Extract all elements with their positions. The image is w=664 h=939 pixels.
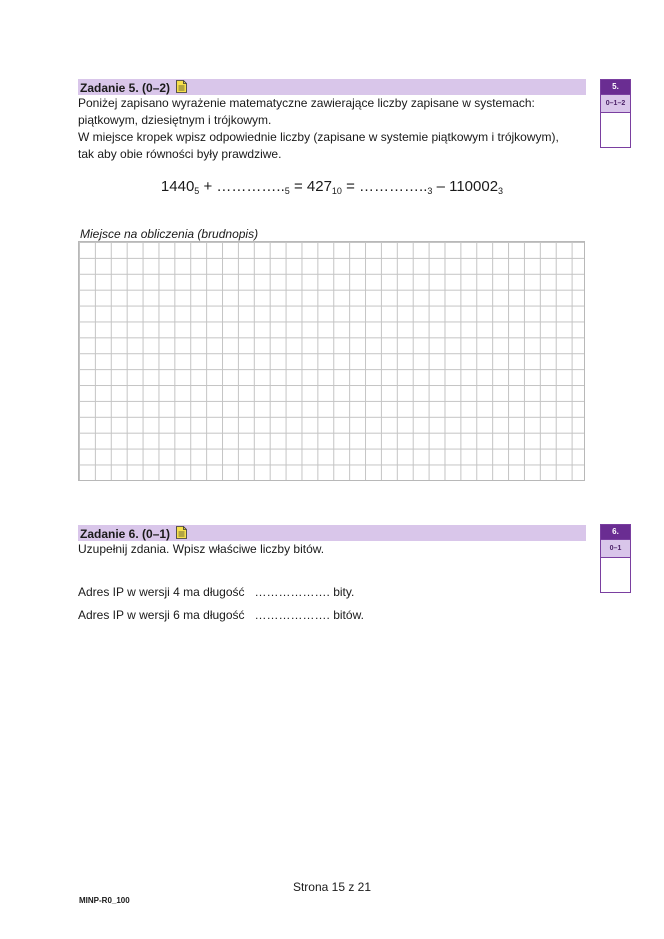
plus-sign: + [203,178,213,195]
line-prefix: Adres IP w wersji 6 ma długość [78,608,245,622]
line-suffix: bity. [333,585,355,599]
minus-sign: – [436,178,445,195]
task6-instruction [78,541,324,558]
task5-equation [0,177,664,201]
task6-score-box [600,524,631,593]
base-c: 3 [498,186,504,196]
scratch-label: Miejsce na obliczenia (brudnopis) [80,227,259,241]
document-icon [176,526,187,539]
exam-code: MINP-R0_100 [79,896,130,905]
line-suffix: bitów. [333,608,364,622]
base-blank1: 5 [284,186,290,196]
task6-line-2 [78,607,364,624]
base-b: 10 [331,186,342,196]
equals-sign: = [346,178,355,195]
line-prefix: Adres IP w wersji 4 ma długość [78,585,245,599]
document-icon [176,80,187,93]
number-a: 1440 [160,178,195,195]
task5-header [78,79,586,95]
task6-line-1 [78,584,354,601]
task5-paragraph-line: tak aby obie równości były prawdziwe. [78,147,282,161]
base-blank2: 3 [427,186,433,196]
scratch-grid[interactable] [78,241,585,481]
task6-instruction-text: Uzupełnij zdania. Wpisz właściwe liczby bitów. [78,542,325,556]
task5-paragraph-line: piątkowym, dziesiętnym i trójkowym. [78,113,272,127]
task6-score-number: 6. [601,525,630,539]
task6-score-field[interactable] [601,558,630,592]
task5-score-field[interactable] [601,113,630,147]
task6-header [78,525,586,541]
answer-blank-ipv6[interactable]: ………………. [254,608,330,622]
number-c: 110002 [449,178,499,195]
page-number: Strona 15 z 21 [292,880,372,894]
task5-score-box [600,79,631,148]
base-a: 5 [194,186,200,196]
task5-paragraph-line: Poniżej zapisano wyrażenie matematyczne zawierające liczby zapisane w systemach: [78,96,535,110]
task5-score-number: 5. [601,80,630,94]
task6-title: Zadanie 6. (0–1) [80,526,171,541]
answer-blank-base3[interactable]: ………….. [359,178,428,195]
task6-score-points: 0–1 [601,539,630,558]
equals-sign: = [293,178,303,195]
task5-paragraph-line: W miejsce kropek wpisz odpowiednie liczby (zapisane w systemie piątkowym i trójkowym), [78,130,559,144]
task5-score-points: 0–1–2 [601,94,630,113]
answer-blank-base5[interactable]: ………….. [216,178,285,195]
number-b: 427 [306,178,332,195]
task5-title: Zadanie 5. (0–2) [80,80,171,95]
task5-instructions [78,95,559,163]
answer-blank-ipv4[interactable]: ………………. [254,585,330,599]
